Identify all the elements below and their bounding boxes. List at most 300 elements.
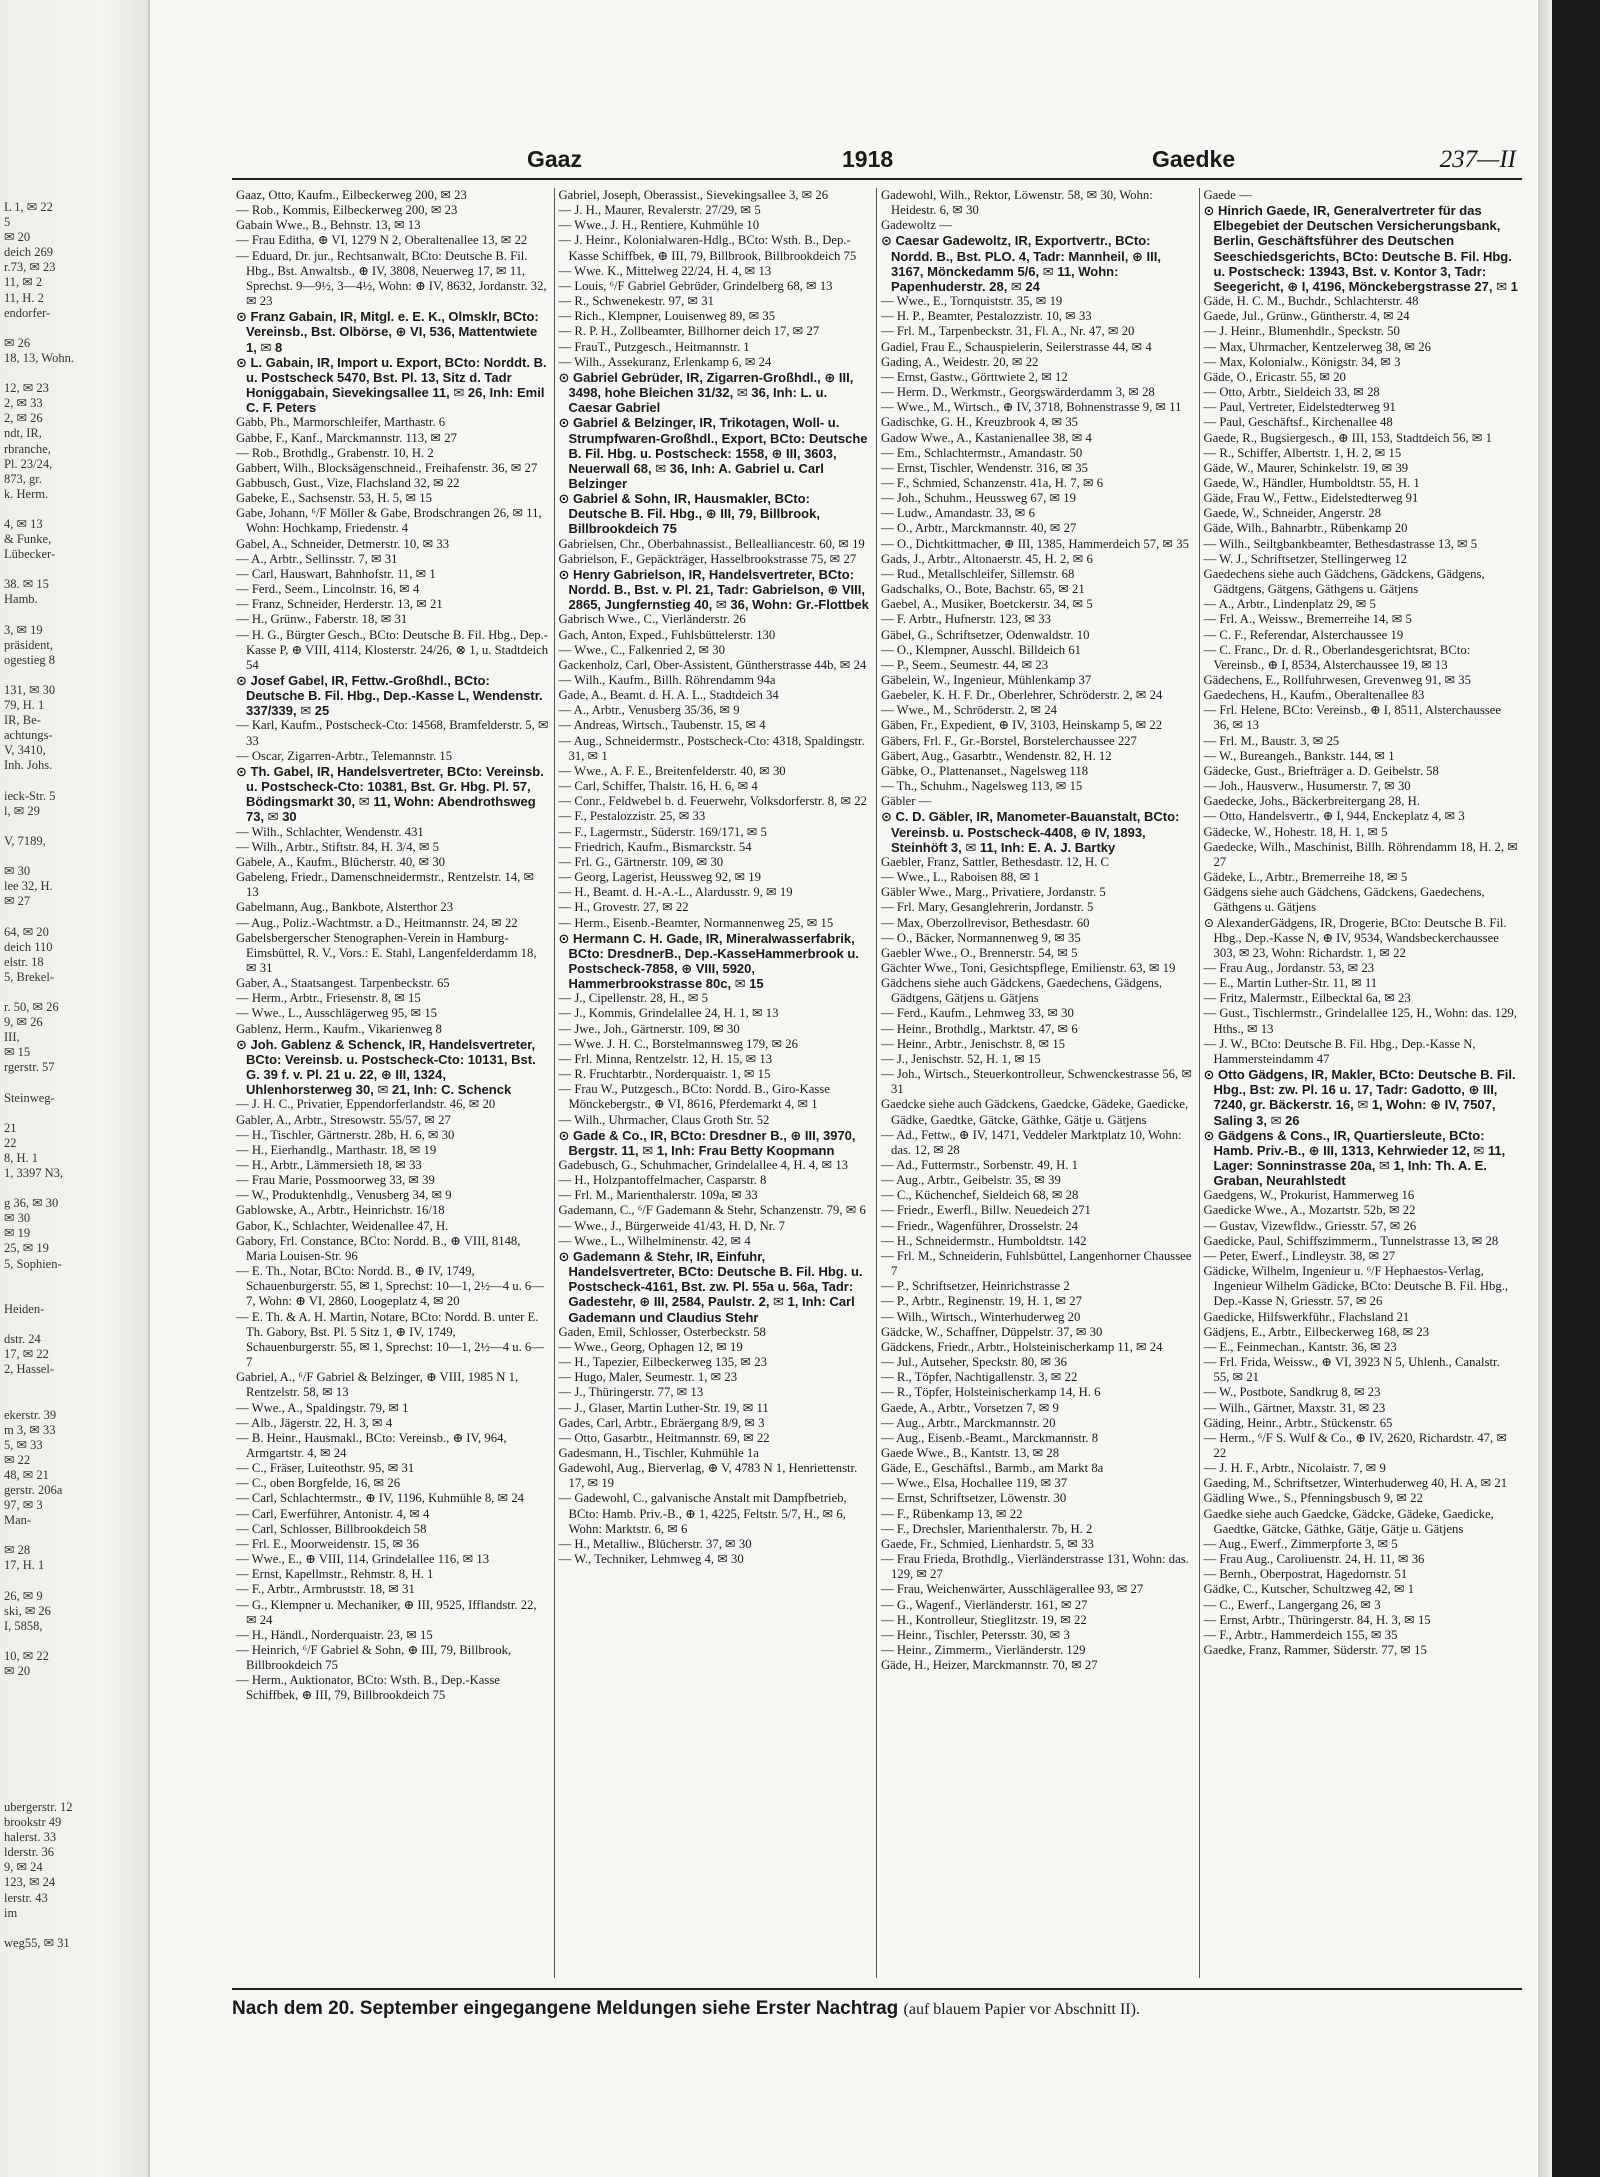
fragment-line: rbranche,: [4, 441, 51, 456]
directory-entry: Gaede Wwe., B., Kantstr. 13, ✉ 28: [881, 1445, 1060, 1460]
directory-entry: — R., Töpfer, Nachtigallenstr. 3, ✉ 22: [881, 1370, 1078, 1385]
directory-entry: — Conr., Feldwebel b. d. Feuerwehr, Volksdorferstr. 8, ✉ 22: [558, 794, 867, 809]
directory-entry: Gaebler, Franz, Sattler, Bethesdastr. 12, H. C: [881, 854, 1110, 869]
directory-entry: — H., Grovestr. 27, ✉ 22: [558, 900, 689, 915]
directory-entry: — Frau Marie, Possmoorweg 33, ✉ 39: [236, 1173, 435, 1188]
directory-entry: ⊙ Hinrich Gaede, IR, Generalvertreter für das Elbegebiet der Deutschen Versicherungsbank, Berlin, Geschäftsführer des Deutschen Seeschiedsgerichts, BCto: Deutsche B. Fil. Hbg. u. Postscheck: 13943, Bst. v. Kontor 3, Tadr: Seegericht, ⊕ I, 4196, Mönckebergstrasse 27, ✉ 1: [1203, 203, 1518, 294]
fragment-line: ✉ 15: [4, 1045, 31, 1060]
fragment-line: im: [4, 1905, 18, 1920]
directory-entry: Gadewohl, Wilh., Rektor, Löwenstr. 58, ✉ 30, Wohn: Heidestr. 6, ✉ 30: [881, 188, 1153, 218]
fragment-line: [4, 849, 144, 864]
directory-entry: — O., Dichtkittmacher, ⊕ III, 1385, Hammerdeich 57, ✉ 35: [881, 536, 1189, 551]
directory-entry: Gaede, W., Händler, Humboldtstr. 55, H. 1: [1203, 475, 1420, 490]
fragment-line: achtungs-: [4, 728, 53, 743]
header-last-entry: Gaedke: [1152, 146, 1236, 172]
fragment-line: 873, gr.: [4, 471, 42, 486]
directory-entry: ⊙ Otto Gädgens, IR, Makler, BCto: Deutsche B. Fil. Hbg., Bst: zw. Pl. 16 u. 17, Tadr: Gadotto, ⊕ III, 7240, gr. Bäckerstr. 16, ✉ 1, Wohn: ⊕ IV, 7507, Saling 3, ✉ 26: [1203, 1067, 1516, 1128]
directory-entry: — Alb., Jägerstr. 22, H. 3, ✉ 4: [236, 1415, 393, 1430]
fragment-line: ski, ✉ 26: [4, 1603, 51, 1618]
directory-entry: — J., Cipellenstr. 28, H., ✉ 5: [558, 991, 708, 1006]
directory-entry: — Ernst, Tischler, Wendenstr. 316, ✉ 35: [881, 460, 1088, 475]
fragment-line: ubergerstr. 12: [4, 1799, 73, 1814]
directory-entry: — Aug., Schneidermstr., Postscheck-Cto: 4318, Spaldingstr. 31, ✉ 1: [558, 733, 865, 763]
directory-entry: — J., Jenischstr. 52, H. 1, ✉ 15: [881, 1051, 1041, 1066]
directory-entry: — Herm., ⁶/F S. Wulf & Co., ⊕ IV, 2620, Richardstr. 47, ✉ 22: [1203, 1430, 1507, 1460]
directory-entry: — Frl. M., Schneiderin, Fuhlsbüttel, Langenhorner Chaussee 7: [881, 1248, 1192, 1279]
directory-entry: — H., Grünw., Faberstr. 18, ✉ 31: [236, 612, 408, 627]
fragment-line: [4, 1921, 144, 1936]
directory-entry: Gaaz, Otto, Kaufm., Eilbeckerweg 200, ✉ 23: [236, 188, 467, 202]
directory-entry: Gaedecke, Wilh., Maschinist, Billh. Röhrendamm 18, H. 2, ✉ 27: [1203, 839, 1518, 869]
directory-entry: — P., Arbtr., Reginenstr. 19, H. 1, ✉ 27: [881, 1294, 1082, 1309]
directory-entry: — Gustav, Vizewfldw., Griesstr. 57, ✉ 26: [1203, 1218, 1417, 1233]
directory-entry: Gaebeler, K. H. F. Dr., Oberlehrer, Schröderstr. 2, ✉ 24: [881, 688, 1163, 703]
directory-entry: — Joh., Schuhm., Heussweg 67, ✉ 19: [881, 491, 1076, 506]
directory-entry: Gaede, Jul., Grünw., Güntherstr. 4, ✉ 24: [1203, 309, 1410, 324]
directory-entry: Gablowske, A., Arbtr., Heinrichstr. 16/18: [236, 1203, 445, 1218]
directory-entry: Gabelmann, Aug., Bankbote, Alsterthor 23: [236, 900, 454, 915]
fragment-line: [4, 321, 144, 336]
directory-entry: ⊙ Gade & Co., IR, BCto: Dresdner B., ⊕ III, 3970, Bergstr. 11, ✉ 1, Inh: Frau Betty Koopmann: [558, 1127, 856, 1158]
directory-entry: ⊙ Gädgens & Cons., IR, Quartiersleute, BCto: Hamb. Priv.-B., ⊕ III, 1313, Kehrwieder 12, ✉ 11, Lager: Sonninstrasse 20a, ✉ 1, Inh: Th. A. E. Graban, Neurahlstedt: [1203, 1127, 1506, 1189]
fragment-line: [4, 668, 144, 683]
directory-entry: — G., Klempner u. Mechaniker, ⊕ III, 9525, Ifflandstr. 22, ✉ 24: [236, 1597, 537, 1627]
directory-entry: Gädchens siehe auch Gädckens, Gaedechens, Gädgens, Gädtgens, Gätjens u. Gätjens: [881, 976, 1163, 1006]
directory-entry: — Wwe., J. H., Rentiere, Kuhmühle 10: [558, 218, 760, 233]
scan-edge-right: [1538, 0, 1600, 2177]
fragment-line: ieck-Str. 5: [4, 788, 56, 803]
directory-entry: — Wwe., L., Raboisen 88, ✉ 1: [881, 870, 1040, 885]
directory-columns: [232, 188, 1522, 1978]
directory-entry: — Wwe., E., Tornquiststr. 35, ✉ 19: [881, 294, 1063, 309]
fragment-line: [4, 1709, 144, 1724]
fragment-line: präsident,: [4, 637, 53, 652]
fragment-line: elstr. 18: [4, 954, 44, 969]
directory-entry: — Joh., Wirtsch., Steuerkontrolleur, Schwenckestrasse 56, ✉ 31: [881, 1067, 1192, 1097]
directory-entry: Gäbke, O., Plattenanset., Nagelsweg 118: [881, 763, 1089, 778]
directory-entry: — Friedr., Ewerfl., Billw. Neuedeich 271: [881, 1203, 1091, 1218]
fragment-line: 4, ✉ 13: [4, 516, 43, 531]
directory-entry: — C., Ewerf., Langergang 26, ✉ 3: [1203, 1597, 1381, 1612]
footer-main-text: Nach dem 20. September eingegangene Meldungen siehe Erster Nachtrag: [232, 1998, 899, 2019]
directory-entry: — Carl, Schiffer, Thalstr. 16, H. 6, ✉ 4: [558, 779, 758, 794]
directory-entry: — C., Küchenchef, Sieldeich 68, ✉ 28: [881, 1188, 1079, 1203]
directory-entry: — R., Töpfer, Holsteinischerkamp 14, H. 6: [881, 1385, 1101, 1400]
fragment-line: ✉ 20: [4, 230, 31, 245]
fragment-line: [4, 366, 144, 381]
fragment-line: k. Herm.: [4, 486, 49, 501]
directory-entry: — J. Heinr., Kolonialwaren-Hdlg., BCto: Wsth. B., Dep.-Kasse Schiffbek, ⊕ III, 79, Billbrook, Billbrookdeich 75: [558, 233, 857, 263]
fragment-line: 22: [4, 1135, 17, 1150]
directory-entry: Gaber, A., Staatsangest. Tarpenbeckstr. 65: [236, 976, 450, 991]
fragment-line: 2, ✉ 33: [4, 396, 43, 411]
fragment-line: 5, Sophien-: [4, 1256, 62, 1271]
directory-entry: — H., Arbtr., Lämmersieth 18, ✉ 33: [236, 1158, 422, 1172]
directory-entry: Gabler, A., Arbtr., Stresowstr. 55/57, ✉ 27: [236, 1112, 451, 1127]
directory-entry: — O., Arbtr., Marckmannstr. 40, ✉ 27: [881, 521, 1077, 536]
directory-entry: — Herm., Arbtr., Friesenstr. 8, ✉ 15: [236, 991, 421, 1006]
directory-entry: Gadow Wwe., A., Kastanienallee 38, ✉ 4: [881, 430, 1092, 445]
directory-entry: — Wilh., Arbtr., Stiftstr. 84, H. 3/4, ✉ 5: [236, 839, 440, 854]
directory-entry: — Wilh., Assekuranz, Erlenkamp 6, ✉ 24: [558, 354, 772, 369]
directory-entry: Gaden, Emil, Schlosser, Osterbeckstr. 58: [558, 1324, 766, 1339]
column-1: [232, 188, 555, 1978]
directory-entry: ⊙ Josef Gabel, IR, Fettw.-Großhdl., BCto: Deutsche B. Fil. Hbg., Dep.-Kasse L, Wendenstr. 337/339, ✉ 25: [236, 673, 543, 719]
fragment-line: Hamb.: [4, 592, 38, 607]
fragment-line: l, ✉ 29: [4, 803, 40, 818]
directory-entry: — C., Fräser, Luiteothstr. 95, ✉ 31: [236, 1461, 415, 1476]
directory-entry: Gabain Wwe., B., Behnstr. 13, ✉ 13: [236, 218, 421, 233]
directory-entry: — Ernst, Schriftsetzer, Löwenstr. 30: [881, 1491, 1067, 1506]
directory-entry: Gabbusch, Gust., Vize, Flachsland 32, ✉ 22: [236, 475, 460, 490]
directory-entry: Gadebusch, G., Schuhmacher, Grindelallee 4, H. 4, ✉ 13: [558, 1158, 849, 1172]
directory-entry: Gäbler —: [881, 794, 932, 809]
directory-entry: Gabele, A., Kaufm., Blücherstr. 40, ✉ 30: [236, 854, 446, 869]
directory-entry: Gaede, A., Arbtr., Vorsetzen 7, ✉ 9: [881, 1400, 1059, 1415]
fragment-line: 12, ✉ 23: [4, 381, 49, 396]
fragment-line: ✉ 30: [4, 1211, 31, 1226]
directory-entry: — Heinr., Brothdlg., Marktstr. 47, ✉ 6: [881, 1021, 1078, 1036]
directory-entry: Gabory, Frl. Constance, BCto: Nordd. B., ⊕ VIII, 8148, Maria Louisen-Str. 96: [236, 1233, 521, 1263]
directory-entry: — Rob., Kommis, Eilbeckerweg 200, ✉ 23: [236, 203, 458, 218]
fragment-line: 1, 3397 N3,: [4, 1166, 64, 1180]
directory-entry: — Gadewohl, C., galvanische Anstalt mit Dampfbetrieb, BCto: Hamb. Priv.-B., ⊕ 1, 4225, Feltstr. 5/7, H., ✉ 6, Wohn: Marktstr. 6, ✉ 6: [558, 1491, 847, 1536]
fragment-line: Man-: [4, 1513, 32, 1528]
directory-entry: — W., Postbote, Sandkrug 8, ✉ 23: [1203, 1385, 1381, 1400]
previous-page-margin: [0, 0, 150, 2177]
directory-entry: — G., Wagenf., Vierländerstr. 161, ✉ 27: [881, 1597, 1088, 1612]
directory-entry: — J. Heinr., Blumenhdlr., Speckstr. 50: [1203, 324, 1400, 339]
fragment-line: ✉ 27: [4, 894, 31, 909]
directory-entry: — H., Tischler, Gärtnerstr. 28b, H. 6, ✉ 30: [236, 1127, 455, 1142]
directory-entry: — Peter, Ewerf., Lindleystr. 38, ✉ 27: [1203, 1248, 1396, 1263]
fragment-line: r.73, ✉ 23: [4, 260, 56, 275]
fragment-line: [4, 1287, 144, 1302]
column-4: [1200, 188, 1523, 1978]
directory-entry: — E. Th., Notar, BCto: Nordd. B., ⊕ IV, 1749, Schauenburgerstr. 55, ✉ 1, Sprechst: 10—1, 2½—4 u. 6—7, Wohn: ⊕ VI, 2860, Loogeplatz 4, ✉ 20: [236, 1264, 544, 1309]
fragment-line: dstr. 24: [4, 1332, 41, 1347]
directory-entry: — Max, Oberzollrevisor, Bethesdastr. 60: [881, 915, 1090, 930]
fragment-line: gerstr. 206a: [4, 1482, 63, 1497]
directory-entry: — B. Heinr., Hausmakl., BCto: Vereinsb., ⊕ IV, 964, Armgartstr. 4, ✉ 24: [236, 1430, 507, 1460]
directory-entry: — C. F., Referendar, Alsterchaussee 19: [1203, 627, 1404, 642]
directory-entry: Gaede, W., Schneider, Angerstr. 28: [1203, 506, 1381, 521]
directory-entry: Gädcke, W., Schaffner, Düppelstr. 37, ✉ 30: [881, 1324, 1103, 1339]
directory-entry: — R. P. H., Zollbeamter, Billhorner deich 17, ✉ 27: [558, 324, 820, 339]
directory-entry: Gaedke, Franz, Rammer, Süderstr. 77, ✉ 15: [1203, 1643, 1427, 1657]
directory-entry: — Wilh., Seiltgbankbeamter, Bethesdastrasse 13, ✉ 5: [1203, 536, 1478, 551]
directory-entry: Gäde, Frau W., Fettw., Eidelstedterweg 91: [1203, 491, 1419, 506]
directory-entry: Gädling Wwe., S., Pfenningsbusch 9, ✉ 22: [1203, 1491, 1423, 1506]
directory-entry: — Wwe., L., Wilhelminenstr. 42, ✉ 4: [558, 1233, 751, 1248]
fragment-line: [4, 1770, 144, 1785]
directory-page: [232, 140, 1522, 2080]
fragment-line: [4, 1075, 144, 1090]
directory-entry: — Wwe., J., Bürgerweide 41/43, H. D, Nr. 7: [558, 1218, 785, 1233]
directory-entry: — FrauT., Putzgesch., Heitmannstr. 1: [558, 339, 750, 354]
directory-entry: Gade, A., Beamt. d. H. A. L., Stadtdeich 34: [558, 688, 779, 703]
directory-entry: — Herm., Auktionator, BCto: Wsth. B., Dep.-Kasse Schiffbek, ⊕ III, 79, Billbrookdeich 75: [236, 1673, 500, 1703]
directory-entry: — Heinr., Zimmerm., Vierländerstr. 129: [881, 1643, 1086, 1657]
directory-entry: — Aug., Arbtr., Marckmannstr. 20: [881, 1415, 1056, 1430]
fragment-line: 97, ✉ 3: [4, 1498, 43, 1513]
directory-entry: — C. Franc., Dr. d. R., Oberlandesgerichtsrat, BCto: Vereinsb., ⊕ I, 8534, Alsterchaussee 19, ✉ 13: [1203, 642, 1471, 672]
directory-entry: — Fritz, Malermstr., Eilbecktal 6a, ✉ 23: [1203, 991, 1411, 1006]
directory-entry: ⊙ Gabriel & Belzinger, IR, Trikotagen, Woll- u. Strumpfwaren-Großhdl., Export, BCto: Deutsche B. Fil. Hbg. u. Postscheck: 1558, ⊕ III, 3603, Neuerwall 68, ✉ 36, Inh: A. Gabriel u. Carl Belzinger: [558, 415, 868, 491]
directory-entry: Gaebel, A., Musiker, Boetckerstr. 34, ✉ 5: [881, 597, 1093, 612]
directory-entry: — Wwe., Georg, Ophagen 12, ✉ 19: [558, 1339, 743, 1354]
directory-entry: Gabeke, E., Sachsenstr. 53, H. 5, ✉ 15: [236, 491, 432, 506]
directory-entry: Gabel, A., Schneider, Detmerstr. 10, ✉ 33: [236, 536, 450, 551]
directory-entry: ⊙ Hermann C. H. Gade, IR, Mineralwasserfabrik, BCto: DresdnerB., Dep.-KasseHammerbrook u. Postscheck-7858, ⊕ VIII, 5920, Hammerbrookstrasse 80c, ✉ 15: [558, 930, 859, 992]
fragment-line: ✉ 30: [4, 864, 31, 879]
directory-entry: ⊙ Gabriel & Sohn, IR, Hausmakler, BCto: Deutsche B. Fil. Hbg., ⊕ III, 79, Billbrook, Billbrookdeich 75: [558, 491, 820, 537]
fragment-line: Inh. Johs.: [4, 758, 53, 773]
directory-entry: — F., Pestalozzistr. 25, ✉ 33: [558, 809, 706, 824]
fragment-line: weg55, ✉ 31: [4, 1935, 70, 1950]
fragment-line: [4, 502, 144, 517]
directory-entry: — Carl, Schlachtermstr., ⊕ IV, 1196, Kuhmühle 8, ✉ 24: [236, 1491, 525, 1506]
fragment-line: V, 3410,: [4, 743, 46, 758]
directory-entry: ⊙ C. D. Gäbler, IR, Manometer-Bauanstalt, BCto: Vereinsb. u. Postscheck-4408, ⊕ IV, 1893, Steinhöft 3, ✉ 11, Inh: E. A. J. Bartky: [881, 809, 1180, 855]
directory-entry: Gädke, C., Kutscher, Schultzweg 42, ✉ 1: [1203, 1582, 1415, 1597]
fragment-line: ogestieg 8: [4, 652, 56, 667]
directory-entry: Gabe, Johann, ⁶/F Möller & Gabe, Brodschrangen 26, ✉ 11, Wohn: Hochkamp, Friedenstr. 4: [236, 506, 542, 536]
directory-entry: — Wwe., M., Schröderstr. 2, ✉ 24: [881, 703, 1058, 718]
fragment-line: deich 110: [4, 939, 53, 954]
column-2: [555, 188, 878, 1978]
directory-entry: — Frl. A., Weissw., Bremerreihe 14, ✉ 5: [1203, 612, 1412, 627]
directory-entry: ⊙ Joh. Gablenz & Schenck, IR, Handelsvertreter, BCto: Vereinsb. u. Postscheck-Cto: 10131, Bst. G. 39 f. v. Pl. 21 u. 22, ⊕ III, 1324, Uhlenhorsterweg 30, ✉ 21, Inh: C. Schenck: [236, 1036, 536, 1098]
directory-entry: — Heinrich, ⁶/F Gabriel & Sohn, ⊕ III, 79, Billbrook, Billbrookdeich 75: [236, 1643, 512, 1673]
directory-entry: — Carl, Schlosser, Billbrookdeich 58: [236, 1521, 427, 1536]
directory-entry: Gaedecke, Johs., Bäckerbreitergang 28, H.: [1203, 794, 1420, 809]
fragment-line: r. 50, ✉ 26: [4, 999, 59, 1014]
directory-entry: — F., Arbtr., Armbruststr. 18, ✉ 31: [236, 1582, 415, 1597]
directory-entry: — R. Fruchtarbtr., Norderquaistr. 1, ✉ 15: [558, 1067, 771, 1082]
directory-entry: — P., Seem., Seumestr. 44, ✉ 23: [881, 657, 1049, 672]
fragment-line: Pl. 23/24,: [4, 456, 53, 471]
fragment-line: 18, 13, Wohn.: [4, 350, 74, 365]
directory-entry: — Ernst, Arbtr., Thüringerstr. 84, H. 3, ✉ 15: [1203, 1612, 1431, 1627]
fragment-line: 64, ✉ 20: [4, 924, 49, 939]
directory-entry: — O., Klempner, Ausschl. Billdeich 61: [881, 642, 1082, 657]
directory-entry: — J. H. C., Privatier, Eppendorferlandstr. 46, ✉ 20: [236, 1097, 496, 1112]
fragment-line: [4, 1740, 144, 1755]
fragment-line: [4, 1785, 144, 1800]
fragment-line: [4, 1528, 144, 1543]
directory-entry: — Herm. D., Werkmstr., Georgswärderdamm 3, ✉ 28: [881, 385, 1155, 400]
directory-entry: — Wwe., L., Ausschlägerweg 95, ✉ 15: [236, 1006, 438, 1021]
fragment-line: Steinweg-: [4, 1090, 55, 1105]
directory-entry: ⊙ L. Gabain, IR, Import u. Export, BCto: Norddt. B. u. Postscheck 5470, Bst. Pl. 13, Sitz d. Tadr Honiggabain, Sievekingsallee 11, ✉ 26, Inh: Emil C. F. Peters: [236, 354, 547, 416]
header-first-entry: Gaaz: [527, 146, 582, 172]
directory-entry: — J., Kommis, Grindelallee 24, H. 1, ✉ 13: [558, 1006, 779, 1021]
directory-entry: Gaedgens, W., Prokurist, Hammerweg 16: [1203, 1188, 1415, 1203]
directory-entry: — Frl. E., Moorweidenstr. 15, ✉ 36: [236, 1536, 419, 1551]
directory-entry: Gabrielsen, Chr., Oberbahnassist., Bellealliancestr. 60, ✉ 19: [558, 536, 865, 551]
directory-entry: — Frau Aug., Caroliuenstr. 24, H. 11, ✉ 36: [1203, 1552, 1425, 1567]
fragment-line: 21: [4, 1120, 17, 1135]
previous-page-text-fragment: [4, 200, 144, 1951]
directory-entry: Gäbel, G., Schriftsetzer, Odenwaldstr. 10: [881, 627, 1090, 642]
footer-note: [232, 1988, 1522, 2028]
directory-entry: — H., Eierhandlg., Marthastr. 18, ✉ 19: [236, 1142, 437, 1157]
directory-entry: Gads, J., Arbtr., Altonaerstr. 45, H. 2, ✉ 6: [881, 551, 1093, 566]
footer-parenthetical: (auf blauem Papier vor Abschnitt II).: [903, 2001, 1140, 2018]
directory-entry: Gaede, Fr., Schmied, Lienhardstr. 5, ✉ 33: [881, 1536, 1094, 1551]
fragment-line: lderstr. 36: [4, 1845, 54, 1860]
fragment-line: [4, 1694, 144, 1709]
directory-entry: — Eduard, Dr. jur., Rechtsanwalt, BCto: Deutsche B. Fil. Hbg., Bst. Anwaltsb., ⊕ IV, 3808, Neuerweg 17, ✉ 11, Sprechst. 9—9½, 3—4½, Wohn: ⊕ IV, 8632, Jordanstr. 32, ✉ 23: [236, 248, 547, 309]
directory-entry: — Frl. M., Baustr. 3, ✉ 25: [1203, 733, 1340, 748]
directory-entry: — Frl. G., Gärtnerstr. 109, ✉ 30: [558, 854, 724, 869]
directory-entry: Gädecke, W., Hohestr. 18, H. 1, ✉ 5: [1203, 824, 1388, 839]
directory-entry: — E., Feinmechan., Kantstr. 36, ✉ 23: [1203, 1339, 1397, 1354]
directory-entry: — Aug., Poliz.-Wachtmstr. a D., Heitmannstr. 24, ✉ 22: [236, 915, 518, 930]
fragment-line: III,: [4, 1030, 20, 1045]
directory-entry: — Frl. Helene, BCto: Vereinsb., ⊕ I, 8511, Alsterchaussee 36, ✉ 13: [1203, 703, 1501, 733]
directory-entry: — Ferd., Kaufm., Lehmweg 33, ✉ 30: [881, 1006, 1074, 1021]
directory-entry: — Karl, Kaufm., Postscheck-Cto: 14568, Bramfelderstr. 5, ✉ 33: [236, 718, 549, 748]
running-header: [232, 140, 1522, 180]
directory-entry: — Wwe. J. H. C., Borstelmannsweg 179, ✉ 26: [558, 1036, 798, 1051]
directory-entry: — Ferd., Seem., Lincolnstr. 16, ✉ 4: [236, 582, 420, 597]
directory-entry: — H., Schneidermstr., Humboldtstr. 142: [881, 1233, 1087, 1248]
directory-entry: — Gust., Tischlermstr., Grindelallee 125, H., Wohn: das. 129, Hths., ✉ 13: [1203, 1006, 1517, 1036]
fragment-line: 3, ✉ 19: [4, 622, 43, 637]
directory-entry: — R., Schwenekestr. 97, ✉ 31: [558, 294, 714, 309]
fragment-line: Heiden-: [4, 1301, 45, 1316]
directory-entry: — W., Bureangeh., Bankstr. 144, ✉ 1: [1203, 748, 1395, 763]
directory-entry: Gaeding, M., Schriftsetzer, Winterhuderweg 40, H. A, ✉ 21: [1203, 1476, 1508, 1491]
directory-entry: — Carl, Hauswart, Bahnhofstr. 11, ✉ 1: [236, 566, 436, 581]
fragment-line: 48, ✉ 21: [4, 1467, 49, 1482]
directory-entry: ⊙ Gabriel Gebrüder, IR, Zigarren-Großhdl., ⊕ III, 3498, hohe Bleichen 31/32, ✉ 36, Inh: L. u. Caesar Gabriel: [558, 369, 854, 416]
fragment-line: [4, 1106, 144, 1121]
directory-entry: — Jul., Autseher, Speckstr. 80, ✉ 36: [881, 1355, 1067, 1370]
directory-entry: — H., Tapezier, Eilbeckerweg 135, ✉ 23: [558, 1355, 767, 1370]
fragment-line: V, 7189,: [4, 833, 46, 848]
fragment-line: m 3, ✉ 33: [4, 1422, 56, 1437]
directory-entry: Gäding, Heinr., Arbtr., Stückenstr. 65: [1203, 1415, 1393, 1430]
directory-entry: Gaedechens, H., Kaufm., Oberaltenallee 83: [1203, 688, 1425, 703]
fragment-line: [4, 1317, 144, 1332]
directory-entry: — Heinr., Tischler, Petersstr. 30, ✉ 3: [881, 1627, 1070, 1642]
directory-entry: — H., Metalliw., Blücherstr. 37, ✉ 30: [558, 1536, 752, 1551]
fragment-line: ekerstr. 39: [4, 1407, 57, 1422]
directory-entry: Gaebler Wwe., O., Brennerstr. 54, ✉ 5: [881, 945, 1078, 960]
fragment-line: L 1, ✉ 22: [4, 200, 53, 214]
fragment-line: [4, 1679, 144, 1694]
fragment-line: 9, ✉ 26: [4, 1015, 43, 1030]
directory-entry: — Rud., Metallschleifer, Sillemstr. 68: [881, 566, 1075, 581]
fragment-line: 2, Hassel-: [4, 1362, 54, 1377]
fragment-line: 10, ✉ 22: [4, 1649, 49, 1663]
fragment-line: [4, 819, 144, 834]
directory-entry: — J., Thüringerstr. 77, ✉ 13: [558, 1385, 704, 1400]
fragment-line: 2, ✉ 26: [4, 411, 43, 426]
directory-entry: Gabbert, Wilh., Blocksägenschneid., Freihafenstr. 36, ✉ 27: [236, 460, 538, 475]
directory-entry: — Wilh., Schlachter, Wendenstr. 431: [236, 824, 424, 839]
directory-entry: Gäbler Wwe., Marg., Privatiere, Jordanstr. 5: [881, 885, 1106, 900]
directory-entry: — Franz, Schneider, Herderstr. 13, ✉ 21: [236, 597, 443, 612]
directory-entry: — Paul, Geschäftsf., Kirchenallee 48: [1203, 415, 1393, 430]
directory-entry: — Aug., Ewerf., Zimmerpforte 3, ✉ 5: [1203, 1536, 1398, 1551]
directory-entry: Gädjens, E., Arbtr., Eilbeckerweg 168, ✉ 23: [1203, 1324, 1430, 1339]
directory-entry: — W., Produktenhdlg., Venusberg 34, ✉ 9: [236, 1188, 452, 1203]
directory-entry: Gabelsbergerscher Stenographen-Verein in Hamburg-Eimsbüttel, R. V., Vors.: E. Stahl, Langenfelderdamm 18, ✉ 31: [236, 930, 537, 975]
fragment-line: [4, 774, 144, 789]
directory-entry: Gackenholz, Carl, Ober-Assistent, Güntherstrasse 44b, ✉ 24: [558, 657, 867, 672]
directory-entry: Gäbelein, W., Ingenieur, Mühlenkamp 37: [881, 673, 1092, 687]
directory-entry: — W., Techniker, Lehmweg 4, ✉ 30: [558, 1552, 744, 1567]
directory-entry: — F. Arbtr., Hufnerstr. 123, ✉ 33: [881, 612, 1051, 627]
directory-entry: Gading, A., Weidestr. 20, ✉ 22: [881, 354, 1039, 369]
directory-entry: — Aug., Eisenb.-Beamt., Marckmannstr. 8: [881, 1430, 1099, 1445]
directory-entry: Gäben, Fr., Expedient, ⊕ IV, 3103, Heinskamp 5, ✉ 22: [881, 718, 1163, 733]
directory-entry: — Otto, Gasarbtr., Heitmannstr. 69, ✉ 22: [558, 1430, 770, 1445]
directory-entry: — F., Arbtr., Hammerdeich 155, ✉ 35: [1203, 1627, 1398, 1642]
fragment-line: ✉ 19: [4, 1226, 31, 1241]
directory-entry: — Wwe., C., Falkenried 2, ✉ 30: [558, 642, 725, 657]
directory-entry: Gaedke siehe auch Gaedcke, Gädcke, Gädeke, Gaedicke, Gaedtke, Gätcke, Gäthke, Gätje, Gätje u. Gätjens: [1203, 1506, 1494, 1536]
fragment-line: ndt, IR,: [4, 426, 42, 441]
directory-entry: — Frau Editha, ⊕ VI, 1279 N 2, Oberaltenallee 13, ✉ 22: [236, 233, 528, 248]
directory-entry: Gädicke, Wilhelm, Ingenieur u. ⁶/F Hephaestos-Verlag, Ingenieur Wilhelm Gädicke, BCto: Deutsche B. Fil. Hbg., Dep.-Kasse N, Griesstr. 57, ✉ 26: [1203, 1264, 1509, 1309]
header-year: 1918: [842, 146, 894, 172]
directory-entry: ⊙ Gademann & Stehr, IR, Einfuhr, Handelsvertreter, BCto: Deutsche B. Fil. Hbg. u. Postscheck-4161, Bst. zw. Pl. 55a u. 56a, Tadr: Gadestehr, ⊕ III, 2584, Paulstr. 2, ✉ 1, Inh: Carl Gademann und Claudius Stehr: [558, 1248, 863, 1325]
directory-entry: Gäde, O., Ericastr. 55, ✉ 20: [1203, 369, 1346, 384]
fragment-line: [4, 1634, 144, 1649]
directory-entry: Gabbe, F., Kanf., Marckmannstr. 113, ✉ 27: [236, 430, 457, 445]
directory-entry: Gaedechens siehe auch Gädchens, Gädckens, Gädgens, Gädtgens, Gätgens, Gäthgens u. Gätjens: [1203, 566, 1485, 597]
directory-entry: Gabrisch Wwe., C., Vierländerstr. 26: [558, 612, 746, 627]
directory-entry: — Oscar, Zigarren-Arbtr., Telemannstr. 15: [236, 748, 453, 763]
directory-entry: — Wilh., Uhrmacher, Claus Groth Str. 52: [558, 1112, 770, 1127]
directory-entry: — A., Arbtr., Sellinsstr. 7, ✉ 31: [236, 551, 398, 566]
directory-entry: — Frau Aug., Jordanstr. 53, ✉ 23: [1203, 960, 1375, 975]
fragment-line: deich 269: [4, 245, 53, 260]
directory-entry: — H., Holzpantoffelmacher, Casparstr. 8: [558, 1173, 767, 1188]
directory-entry: Gaede, R., Bugsiergesch., ⊕ III, 153, Stadtdeich 56, ✉ 1: [1203, 430, 1492, 445]
fragment-line: & Funke,: [4, 532, 52, 547]
directory-entry: — Heinr., Arbtr., Jenischstr. 8, ✉ 15: [881, 1036, 1066, 1051]
fragment-line: [4, 1272, 144, 1287]
directory-entry: Gädechens, E., Rollfuhrwesen, Grevenweg 91, ✉ 35: [1203, 673, 1471, 687]
directory-entry: — J. H. F., Arbtr., Nicolaistr. 7, ✉ 9: [1203, 1461, 1386, 1476]
directory-entry: — H., Kontrolleur, Stieglitzstr. 19, ✉ 22: [881, 1612, 1087, 1627]
fragment-line: ✉ 22: [4, 1452, 31, 1467]
directory-entry: Gabrielson, F., Gepäckträger, Hasselbrookstrasse 75, ✉ 27: [558, 551, 857, 566]
directory-entry: — Frau W., Putzgesch., BCto: Nordd. B., Giro-Kasse Mönckebergstr., ⊕ VI, 8616, Pferdemarkt 4, ✉ 1: [558, 1082, 830, 1112]
directory-entry: — Max, Kolonialw., Königstr. 34, ✉ 3: [1203, 354, 1401, 369]
column-3: [877, 188, 1200, 1978]
directory-entry: — C., oben Borgfelde, 16, ✉ 26: [236, 1476, 401, 1491]
fragment-line: [4, 608, 144, 623]
directory-entry: — H. G., Bürgter Gesch., BCto: Deutsche B. Fil. Hbg., Dep.-Kasse P, ⊕ VIII, 4114, Klosterstr. 24/26, ⊗ 1, u. Stadtdeich 54: [236, 627, 549, 672]
directory-entry: — Rich., Klempner, Louisenweg 89, ✉ 35: [558, 309, 776, 324]
directory-entry: — R., Schiffer, Albertstr. 1, H. 2, ✉ 15: [1203, 445, 1402, 460]
fragment-line: brookstr 49: [4, 1815, 62, 1830]
fragment-line: lerstr. 43: [4, 1890, 48, 1905]
directory-entry: Gäbers, Frl. F., Gr.-Borstel, Borstelerchaussee 227: [881, 733, 1137, 748]
directory-entry: — O., Bäcker, Normannenweg 9, ✉ 35: [881, 930, 1081, 945]
directory-entry: — Th., Schuhm., Nagelsweg 113, ✉ 15: [881, 779, 1083, 794]
directory-entry: — Frl. Mary, Gesanglehrerin, Jordanstr. 5: [881, 900, 1094, 915]
directory-entry: Gädeke, L., Arbtr., Bremerreihe 18, ✉ 5: [1203, 870, 1408, 885]
fragment-line: 5: [4, 215, 11, 230]
